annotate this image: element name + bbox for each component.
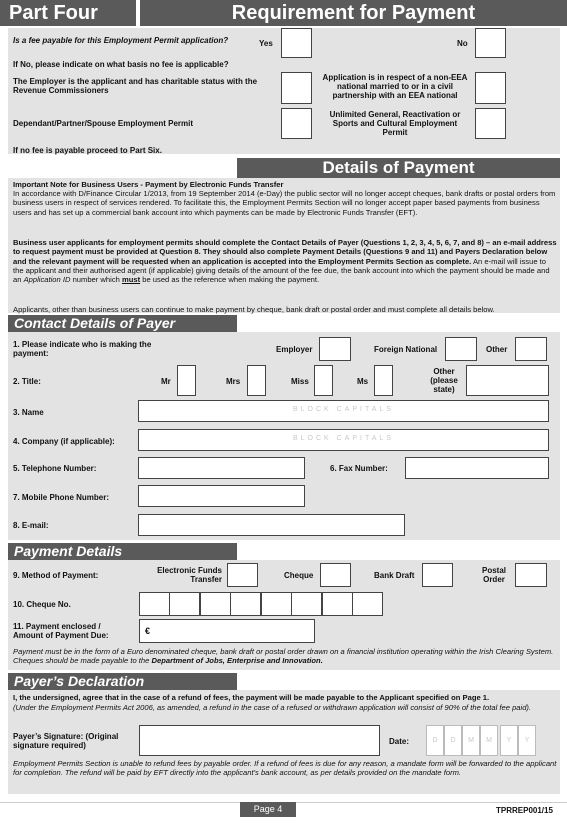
email-para-1: An e-mail will issue to the applicant and their authorised agent (if applicable) giving details of the amount of the fee due, the bank account into which the payment should be made and an	[13, 256, 550, 285]
cheque-number-digit[interactable]	[230, 592, 261, 616]
fee-yes-label: Yes	[259, 39, 273, 48]
q11-label: 11. Payment enclosed / Amount of Payment Due:	[13, 622, 109, 640]
date-year-box[interactable]: Y	[500, 725, 518, 756]
cheque-number-digit[interactable]	[261, 592, 292, 616]
q1-label: 1. Please indicate who is making the payment:	[13, 340, 152, 358]
payment-note-text: Payment must be in the form of a Euro denominated cheque, bank draft or postal order drawn on a financial institution operating within the Irish Clearing System. Cheques should be made payable to the	[13, 647, 554, 666]
signature-input[interactable]	[139, 725, 380, 756]
cheque-number-digit[interactable]	[169, 592, 200, 616]
fee-no-checkbox[interactable]	[475, 28, 506, 58]
ms-label: Ms	[357, 377, 369, 386]
employer-checkbox[interactable]	[319, 337, 351, 361]
fee-option-unlimited: Unlimited General, Reactivation or Sports and Cultural Employment Permit	[329, 110, 461, 137]
q8-label: 8. E-mail:	[13, 521, 49, 530]
email-para-3: be used as the reference when making the payment.	[142, 275, 320, 285]
fee-option-dependant: Dependant/Partner/Spouse Employment Permit	[13, 119, 194, 128]
postal-order-label: Postal Order	[481, 566, 506, 584]
application-id-term: Application ID	[23, 275, 71, 285]
payment-heading: Payment Details	[8, 543, 237, 560]
postal-order-checkbox[interactable]	[515, 563, 547, 587]
miss-label: Miss	[291, 377, 309, 386]
fee-option-non-eea: Application is in respect of a non-EEA national married to or in a civil partnership with an EEA national	[322, 73, 468, 100]
mr-label: Mr	[161, 377, 171, 386]
date-month-box[interactable]: M	[462, 725, 480, 756]
eft-checkbox[interactable]	[227, 563, 258, 587]
date-year-box[interactable]: Y	[518, 725, 536, 756]
contact-heading: Contact Details of Payer	[8, 315, 237, 332]
declaration-statement: I, the undersigned, agree that in the case of a refund of fees, the payment will be made payable to the Applicant specified on Page 1.	[13, 693, 490, 702]
foreign-national-checkbox[interactable]	[445, 337, 477, 361]
bank-draft-label: Bank Draft	[374, 571, 415, 580]
name-input[interactable]: BLOCK CAPITALS	[138, 400, 549, 422]
business-user-paragraph	[13, 238, 558, 284]
other-payer-checkbox[interactable]	[515, 337, 547, 361]
part-label: Part Four	[0, 0, 136, 26]
q5-label: 5. Telephone Number:	[13, 464, 97, 473]
fee-proceed-note: If no fee is payable proceed to Part Six.	[13, 146, 162, 155]
refund-note: Employment Permits Section is unable to refund fees by payable order. If a refund of fees is due for any reason, a mandate form will be forwarded to the applicant for completion. The refund will be paid by EFT directly into the applicant's bank account, as per details provided on the mandate form.	[13, 759, 557, 778]
mrs-label: Mrs	[226, 377, 241, 386]
note-title: Important Note for Business Users - Payment by Electronic Funds Transfer	[13, 180, 284, 189]
employer-label: Employer	[276, 345, 313, 354]
details-heading: Details of Payment	[237, 158, 560, 178]
declaration-note: (Under the Employment Permits Act 2006, as amended, a refund in the case of a refused or withdrawn application will consist of 90% of the total fee paid).	[13, 703, 532, 712]
business-user-bold: Business user applicants for employment permits should complete the Contact Details of Payer (Questions 1, 2, 3, 4, 5, 6, 7, and 8) – an e-mail address to request payment must be provided at Question 8. They should also complete Payment Details (Questions 9 and 11) and Payers Declaration below and the relevant payment will be requested when an application is accepted into the Employment Permits Section as complete.	[13, 238, 557, 266]
amount-input[interactable]: €	[139, 619, 315, 643]
fee-basis-prompt: If No, please indicate on what basis no fee is applicable?	[13, 60, 229, 69]
q10-label: 10. Cheque No.	[13, 600, 71, 609]
other-title-input[interactable]	[466, 365, 549, 396]
cheque-number-digit[interactable]	[352, 592, 383, 616]
fee-question: Is a fee payable for this Employment Permit application?	[13, 36, 229, 45]
cheque-checkbox[interactable]	[320, 563, 351, 587]
fee-yes-checkbox[interactable]	[281, 28, 312, 58]
company-input[interactable]: BLOCK CAPITALS	[138, 429, 549, 451]
other-title-label: Other (please state)	[430, 367, 458, 394]
cheque-number-digit[interactable]	[139, 592, 170, 616]
cheque-number-digit[interactable]	[200, 592, 231, 616]
cheque-label: Cheque	[284, 571, 314, 580]
q3-label: 3. Name	[13, 408, 44, 417]
email-input[interactable]	[138, 514, 405, 536]
part-heading: Requirement for Payment	[140, 0, 567, 26]
ms-checkbox[interactable]	[374, 365, 393, 396]
form-code: TPRREP001/15	[496, 806, 553, 815]
foreign-national-label: Foreign National	[374, 345, 438, 354]
eft-label: Electronic Funds Transfer	[157, 566, 222, 584]
date-label: Date:	[389, 737, 410, 746]
telephone-input[interactable]	[138, 457, 305, 479]
must-term: must	[121, 275, 141, 285]
other-payer-label: Other	[486, 345, 508, 354]
non-eea-checkbox[interactable]	[475, 72, 506, 104]
q6-label: 6. Fax Number:	[330, 464, 388, 473]
others-paragraph: Applicants, other than business users can continue to make payment by cheque, bank draft or postal order and must complete all details below.	[13, 305, 495, 314]
page-number: Page 4	[240, 802, 296, 817]
signature-label: Payer’s Signature: (Original signature required)	[13, 732, 119, 750]
charitable-checkbox[interactable]	[281, 72, 312, 104]
mobile-input[interactable]	[138, 485, 305, 507]
department-name: Department of Jobs, Enterprise and Innovation.	[151, 656, 323, 666]
note-body: In accordance with D/Finance Circular 1/2013, from 19 September 2014 (e-Day) the public sector will no longer accept cheques, bank drafts or postal orders from business users in respect of services rendered. To facilitate this, the Employment Permits Section will no longer accept paper based payments from business users and has set up a commercial bank account into which payments can be made by Electronic Funds Transfer (EFT).	[13, 189, 556, 217]
q7-label: 7. Mobile Phone Number:	[13, 493, 110, 502]
fee-no-label: No	[457, 39, 468, 48]
bank-draft-checkbox[interactable]	[422, 563, 453, 587]
date-day-box[interactable]: D	[426, 725, 444, 756]
q2-label: 2. Title:	[13, 377, 41, 386]
unlimited-checkbox[interactable]	[475, 108, 506, 139]
mrs-checkbox[interactable]	[247, 365, 266, 396]
q4-label: 4. Company (if applicable):	[13, 437, 115, 446]
fee-option-charitable: The Employer is the applicant and has charitable status with the Revenue Commissioners	[13, 77, 258, 95]
dependant-checkbox[interactable]	[281, 108, 312, 139]
cheque-number-digit[interactable]	[322, 592, 353, 616]
payment-note	[13, 647, 558, 666]
declaration-heading: Payer’s Declaration	[8, 673, 237, 690]
date-month-box[interactable]: M	[480, 725, 498, 756]
cheque-number-digit[interactable]	[291, 592, 322, 616]
mr-checkbox[interactable]	[177, 365, 196, 396]
fax-input[interactable]	[405, 457, 549, 479]
miss-checkbox[interactable]	[314, 365, 333, 396]
email-para-2: number which	[72, 275, 120, 285]
date-day-box[interactable]: D	[444, 725, 462, 756]
q9-label: 9. Method of Payment:	[13, 571, 99, 580]
